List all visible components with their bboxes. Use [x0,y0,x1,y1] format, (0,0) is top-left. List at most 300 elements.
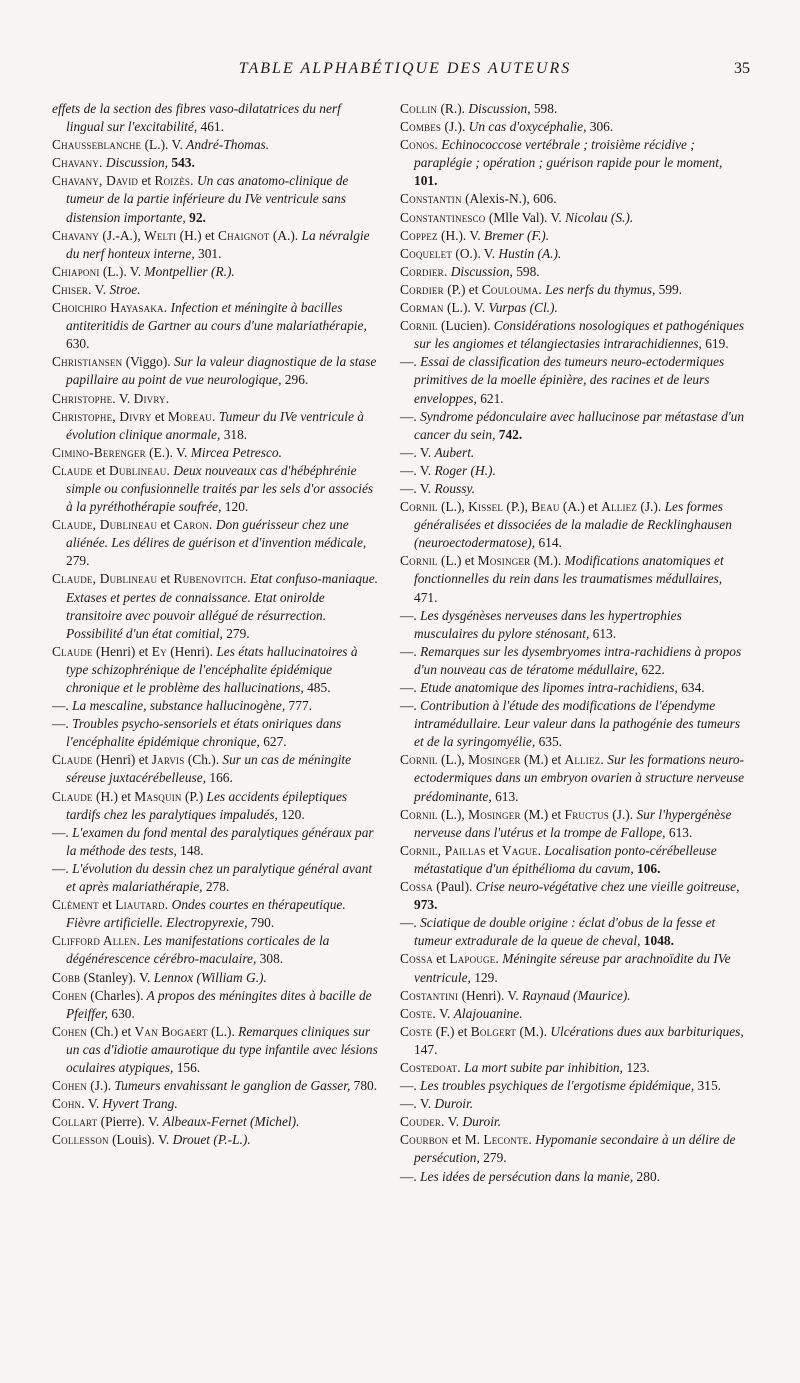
index-entry [52,570,382,642]
entry-r: (L.), [437,806,469,822]
entry-t: Remarques sur les dysembryomes intra-rachidiens à propos d'un nouveau cas de tératome médullaire, [414,643,742,677]
entry-r: —. [400,680,417,695]
entry-r: 599. [655,281,683,297]
entry-r: (L.). [207,1023,235,1039]
entry-t: Tumeur du IVe ventricule à évolution clinique anormale, [66,408,364,442]
index-entry [400,697,748,751]
index-entry [400,643,748,679]
index-entry [52,1023,382,1077]
entry-t: Discussion, [447,263,513,279]
entry-auth: Rubenovitch. [173,571,247,587]
entry-r: —. [400,354,417,370]
index-entry [400,987,748,1005]
entry-r: (Henri). V. [458,987,523,1003]
entry-t: Hyvert Trang. [102,1096,178,1112]
entry-t: Bremer (F.). [484,227,550,243]
index-entry [400,498,748,552]
entry-r: (Pierre). V. [97,1114,163,1130]
entry-t: Discussion, [102,155,169,171]
index-entry [400,480,748,498]
index-entry [52,896,382,932]
entry-t: Les états hallucinatoires à type schizophrénique de l'encéphalite épidémique chronique et le problème des hallucinations, [66,643,358,695]
entry-auth: Coppez [400,227,438,243]
entry-auth: Kissel [468,499,504,515]
entry-r: 279. [479,1150,507,1166]
entry-r: (P.), [503,499,532,515]
entry-auth: Beau [531,499,560,515]
entry-auth: Claude [52,643,93,659]
entry-r: 614. [535,535,562,551]
entry-r: (R.). [437,101,466,116]
entry-t: Drouet (P.-L.). [172,1132,251,1148]
index-entry [52,824,382,860]
index-entry [400,751,748,805]
index-entry [52,227,382,263]
entry-r: (H.). V. [437,227,485,243]
index-entry [52,932,382,968]
entry-auth: Cossa [400,879,433,895]
entry-r: 120. [277,806,305,822]
entry-r: (Paul). [432,879,473,895]
entry-r: (Charles). [86,987,144,1003]
entry-r: —. [52,698,69,714]
entry-r: 461. [197,119,224,135]
entry-r: et [157,517,174,533]
index-entry [400,444,748,462]
entry-auth: Choichiro Hayasaka. [52,300,168,316]
entry-auth: Corman [400,300,444,316]
entry-auth: Clément [52,897,99,913]
entry-auth: Cornil [400,553,438,569]
entry-t: Mircea Petresco. [190,444,282,460]
entry-r: 485. [303,680,331,695]
index-entry [52,390,382,408]
entry-r: (Lucien). [437,318,491,334]
index-entry [52,516,382,570]
entry-r: (H.) et [92,788,135,804]
entry-t: Syndrome pédonculaire avec hallucinose par métastase d'un cancer du sein, [414,408,745,442]
entry-r: 306. [586,119,614,135]
entry-auth: Constantin [400,191,462,207]
index-entry [400,878,748,914]
entry-r: 635. [535,734,563,750]
entry-r: —. [400,1078,417,1094]
entry-auth: Cornil [400,318,438,334]
entry-r: (J.). [86,1078,112,1094]
entry-auth: Cohen [52,987,87,1003]
entry-t: A propos des méningites dites à bacille de Pfeiffer, [66,987,372,1021]
entry-auth: Courbon [400,1132,449,1148]
index-entry [52,860,382,896]
index-entry [400,1023,748,1059]
index-entry [400,1059,748,1077]
entry-t: Etat confuso-maniaque. Extases et pertes de connaissance. Etat onirolde transitoire avec pouvoir allégué de résurrection. Possibilité d'un état comitial, [66,571,379,641]
entry-t: Les nerfs du thymus, [541,281,656,297]
entry-r: (Alexis-N.), 606. [461,191,557,207]
entry-auth: Cornil [400,752,438,768]
entry-r: (Viggo). [122,354,171,370]
entry-n: 101. [414,173,438,189]
entry-auth: Couder. [400,1114,445,1130]
entry-r: 777. [285,698,312,714]
index-entry [52,444,382,462]
entry-r: (E.). V. [145,444,191,460]
entry-r: 315. [694,1078,721,1094]
entry-r: —. [400,607,417,623]
entry-t: Lennox (William G.). [153,969,267,985]
entry-n: 92. [185,209,206,225]
entry-r: (J.). [441,119,466,135]
index-entry [400,842,748,878]
entry-r: 780. [350,1078,378,1094]
entry-t: Les accidents épileptiques tardifs chez les paralytiques impaludés, [66,788,348,822]
entry-t: Duroir. [434,1096,474,1112]
entry-r: (M.) et [520,752,565,768]
index-entry [52,1095,382,1113]
entry-r: 123. [622,1059,650,1075]
entry-r: —. V. [400,444,435,460]
entry-auth: Alliez [601,499,638,515]
entry-auth: Chavany. [52,155,103,171]
entry-auth: Welti [144,227,177,243]
entry-r: 613. [665,824,693,840]
index-entry [400,227,748,245]
entry-r: 148. [176,842,204,858]
entry-t: La névralgie du nerf honteux interne, [66,227,370,261]
entry-auth: Claude [52,462,93,478]
entry-t: L'examen du fond mental des paralytiques généraux par la méthode des tests, [66,824,374,858]
entry-t: Montpellier (R.). [144,263,235,279]
entry-t: Crise neuro-végétative chez une vieille goitreuse, [472,879,740,895]
index-entry [400,263,748,281]
left-column [52,100,382,1149]
entry-r: et [138,173,155,189]
entry-r: et [151,408,168,424]
entry-auth: Caron. [173,517,213,533]
entry-r: et [485,842,502,858]
entry-auth: Jarvis [151,752,185,768]
entry-r: (M.) et [520,806,565,822]
entry-auth: Chiaponi [52,263,100,279]
entry-t: Hustin (A.). [498,245,562,261]
entry-t: L'évolution du dessin chez un paralytique général avant et après malariathérapie, [66,860,373,895]
index-entry [400,552,748,606]
entry-r: 166. [206,770,233,786]
index-entry [400,1005,748,1023]
entry-r: 279. [66,553,90,569]
index-entry [52,1077,382,1095]
entry-t: Les troubles psychiques de l'ergotisme épidémique, [416,1078,695,1094]
entry-r: —. [400,643,417,659]
page-header [60,60,750,90]
entry-auth: Christophe. [52,390,116,406]
entry-auth: Cossa [400,951,433,967]
entry-auth: Coquelet [400,245,453,261]
entry-r: —. [400,915,417,931]
entry-r: (P.) et [443,281,482,297]
entry-t: Les formes généralisées et dissociées de la maladie de Recklinghausen (neuroectodermatose), [414,499,732,551]
entry-auth: Cornil [400,499,438,515]
entry-auth: Cohen [52,1078,87,1094]
entry-auth: Cohen [52,1023,87,1039]
entry-r: 634. [677,680,705,695]
entry-r: (O.). V. [452,245,499,261]
entry-r: et [98,897,116,913]
index-entry [52,1131,382,1149]
index-entry [400,679,748,697]
entry-t: Sciatique de double origine : éclat d'obus de la fesse et tumeur extradurale de la queue de cheval, [414,915,716,949]
entry-t: Albeaux-Fernet (Michel). [162,1114,300,1130]
index-entry [52,263,382,281]
entry-auth: Mosinger [468,752,521,768]
entry-r: —. [52,716,69,732]
entry-auth: Chaignot [217,227,270,243]
index-entry [400,806,748,842]
entry-t: Alajouanine. [453,1005,523,1021]
entry-r: (M.). [516,1023,547,1039]
entry-t: La mort subite par inhibition, [460,1059,623,1075]
entry-t: Ulcérations dues aux barbituriques, [546,1023,744,1039]
entry-auth: Collin [400,101,438,116]
entry-r: —. V. [400,1096,435,1112]
index-entry [52,715,382,751]
entry-r: 622. [638,661,665,677]
entry-r: 301. [194,245,222,261]
entry-t: Localisation ponto-cérébelleuse métastatique d'un épithélioma du cavum, [414,842,717,876]
entry-n: 973. [414,897,438,913]
index-entry [52,299,382,353]
entry-r: (Henri) et [92,643,152,659]
index-entry [52,697,382,715]
entry-r: 598. [530,101,558,116]
entry-r: (Ch.). [184,752,220,768]
entry-t: Raynaud (Maurice). [522,987,631,1003]
index-entry [400,209,748,227]
entry-auth: Vague. [501,842,542,858]
entry-r: (Mlle Val). V. [485,209,566,225]
entry-t: Deux nouveaux cas d'hébéphrénie simple ou confusionnelle traités par les sels d'or associés à la pyréthothérapie soufrée, [66,462,374,515]
entry-r: (L.). V. [99,263,145,279]
entry-t: Un cas anatomo-clinique de tumeur de la partie inférieure du IVe ventricule sans distension importante, [66,173,349,225]
entry-r: (Henri). [166,643,213,659]
index-entry [52,172,382,226]
entry-r: V. [435,1005,454,1021]
entry-t: Aubert. [434,444,475,460]
entry-r: 296. [281,372,309,388]
entry-r: —. [52,824,69,840]
index-entry [52,136,382,154]
entry-t: Sur l'hypergénèse nerveuse dans l'utérus et la trompe de Fallope, [414,806,732,840]
entry-r: et [432,951,450,967]
entry-t: Sur la valeur diagnostique de la stase papillaire au point de vue neurologique, [66,354,377,388]
entry-r: (J.). [608,806,634,822]
index-entry [52,100,382,136]
index-entry [400,118,748,136]
index-entry [400,950,748,986]
right-column [400,100,748,1186]
entry-auth: Costedoat. [400,1059,461,1075]
index-entry [400,1168,748,1186]
entry-r: V. [115,390,134,406]
entry-auth: Fructus [564,806,609,822]
index-entry [400,607,748,643]
index-entry [52,969,382,987]
entry-r: (H.) et [176,227,218,243]
entry-auth: Dublineau. [109,462,171,478]
index-entry [400,353,748,407]
entry-r: 613. [491,788,519,804]
entry-r: 280. [633,1168,660,1184]
entry-auth: Claude, Dublineau [52,517,158,533]
entry-auth: Cimino-Berenger [52,444,146,460]
entry-auth: Liautard. [115,897,169,913]
entry-r: —. [52,860,69,876]
entry-r: et [157,571,174,587]
entry-r: (P.) [181,788,204,804]
entry-auth: Collesson [52,1132,109,1148]
entry-auth: Clifford Allen. [52,933,141,949]
entry-auth: Masquin [134,788,182,804]
entry-t: Essai de classification des tumeurs neuro-ectodermiques primitives de la moelle épinière, des racines et de leurs enveloppes, [414,354,725,406]
entry-t: effets de la section des fibres vaso-dilatatrices du nerf lingual sur l'excitabilité, [52,101,341,135]
page-title: TABLE ALPHABÉTIQUE DES AUTEURS [238,60,572,77]
entry-r: —. [400,1168,417,1184]
index-entry [400,136,748,190]
entry-auth: Mosinger [477,553,531,569]
entry-auth: Coulouma. [481,281,542,297]
entry-auth: Van Bogaert [134,1023,208,1039]
entry-auth: Roizès. [154,173,194,189]
entry-r: —. [400,698,417,714]
entry-t: La mescaline, substance hallucinogène, [68,698,286,714]
entry-auth: Chiser. [52,281,92,297]
entry-r: (L.). V. [443,300,489,316]
entry-auth: Combes [400,119,442,135]
entry-n: 543. [168,155,195,171]
entry-auth: Conos. [400,137,438,153]
entry-auth: Claude, Dublineau [52,571,158,587]
entry-t: Un cas d'oxycéphalie, [465,119,587,135]
index-entry [400,299,748,317]
entry-auth: Cobb [52,969,81,985]
entry-r: V. [91,281,110,297]
entry-t: Hypomanie secondaire à un délire de persécution, [414,1132,736,1166]
entry-auth: Cohn. [52,1096,85,1112]
entry-t: Don guérisseur chez une aliénée. Les délires de guérison et d'invention médicale, [66,517,367,551]
entry-r: —. V. [400,480,435,496]
entry-t: Stroe. [109,281,141,297]
entry-t: Ondes courtes en thérapeutique. Fièvre artificielle. Electropyrexie, [66,897,346,931]
index-entry [52,353,382,389]
entry-t: Les manifestations corticales de la dégénérescence cérébro-maculaire, [66,933,330,967]
entry-auth: Ey [151,643,167,659]
entry-r: 147. [414,1041,438,1057]
entry-r: (A.) et [559,499,602,515]
index-entry [400,408,748,444]
index-entry [52,462,382,516]
entry-t: Troubles psycho-sensoriels et états oniriques dans l'encéphalite épidémique chronique, [66,716,342,750]
index-entry [400,245,748,263]
entry-auth: Costantini [400,987,459,1003]
entry-auth: Claude [52,752,93,768]
entry-n: 106. [633,860,661,876]
entry-t: Méningite séreuse par arachnoïdite du IVe ventricule, [414,951,731,985]
entry-auth: Coste. [400,1005,436,1021]
entry-r: (F.) et [432,1023,471,1039]
entry-r: 471. [414,589,438,605]
entry-r: (L.), [437,752,469,768]
entry-auth: Alliez. [564,752,604,768]
entry-r: 619. [701,336,729,352]
entry-t: Sur un cas de méningite séreuse juxtacérébelleuse, [66,752,352,786]
index-entry [400,462,748,480]
entry-t: Sur les formations neuro-ectodermiques dans un embryon ovarien à structure nerveuse prédominante, [414,752,745,804]
entry-r: 278. [202,879,230,895]
entry-r: 318. [220,426,248,442]
entry-t: Les dysgénèses nerveuses dans les hypertrophies musculaires du pylore sténosant, [414,607,682,641]
entry-t: Roger (H.). [434,462,496,478]
entry-t: Duroir. [462,1114,502,1130]
entry-auth: Collart [52,1114,98,1130]
index-entry [400,1077,748,1095]
entry-n: 1048. [640,933,674,949]
entry-t: Discussion, [465,101,531,116]
index-entry [400,190,748,208]
entry-r: (L.). V. [141,137,187,153]
entry-r: (Henri) et [92,752,152,768]
entry-auth: Chavany, David [52,173,139,189]
entry-n: 742. [495,426,523,442]
entry-r: (M.). [530,553,562,569]
index-entry [400,281,748,299]
entry-r: 627. [259,734,287,750]
index-entry [400,1131,748,1167]
entry-r: 630. [108,1005,135,1021]
entry-r: V. [444,1114,463,1130]
entry-r: 613. [589,625,617,641]
entry-auth: Lapouge. [449,951,499,967]
entry-r: V. [84,1096,103,1112]
entry-r: (A.). [269,227,299,243]
entry-auth: Divry. [133,390,170,406]
index-entry [400,100,748,118]
entry-auth: Chausseblanche [52,137,142,153]
entry-t: Nicolau (S.). [565,209,634,225]
entry-t: André-Thomas. [186,137,270,153]
index-entry [52,154,382,172]
entry-r: 598. [512,263,540,279]
entry-auth: Bolgert [470,1023,517,1039]
entry-t: Tumeurs envahissant le ganglion de Gasser, [111,1078,351,1094]
index-entry [52,788,382,824]
entry-auth: Coste [400,1023,433,1039]
entry-auth: Leconte. [483,1132,532,1148]
entry-t: Echinococcose vertébrale ; troisième récidive ; paraplégie ; opération ; guérison rapide pour le moment, [414,137,723,171]
index-entry [52,751,382,787]
entry-auth: Chavany [52,227,100,243]
entry-t: Vurpas (Cl.). [488,300,558,316]
entry-auth: Christophe, Divry [52,408,152,424]
entry-r: 120. [221,499,249,515]
entry-auth: Cordier. [400,263,448,279]
entry-auth: Christiansen [52,354,123,370]
entry-t: Etude anatomique des lipomes intra-rachidiens, [416,680,678,695]
index-entry [400,317,748,353]
entry-r: (Ch.) et [86,1023,135,1039]
entry-r: (J.). [637,499,662,515]
entry-r: —. [400,408,417,424]
index-entry [52,643,382,697]
